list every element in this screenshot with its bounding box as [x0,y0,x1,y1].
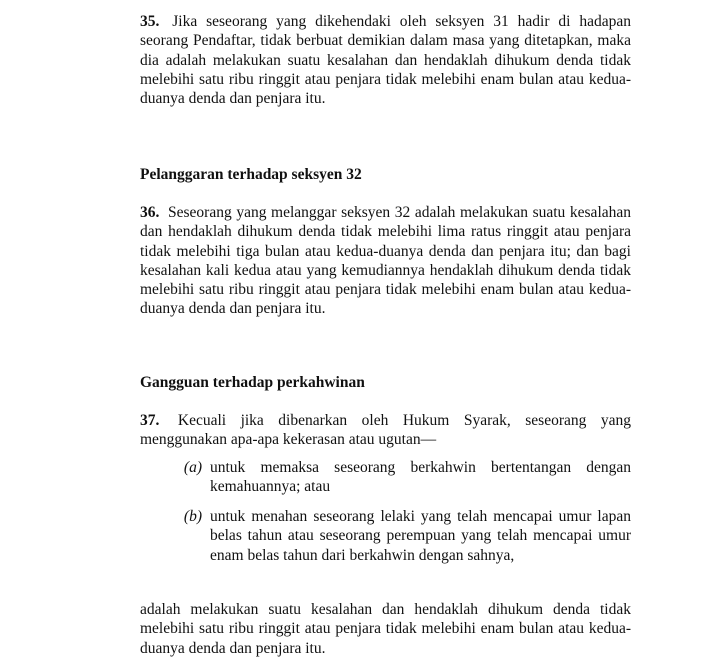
section-35-paragraph [140,12,631,108]
section-36-text: Seseorang yang melanggar seksyen 32 adalah melakukan suatu kesalahan dan hendaklah dihukum denda tidak melebihi lima ratus ringgit atau penjara tidak melebihi tiga bulan atau kedua-duanya denda dan penjara itu; dan bagi kesalahan kali kedua atau yang kemudiannya hendaklah dihukum denda tidak melebihi satu ribu ringgit atau penjara tidak melebihi enam bulan atau kedua-duanya denda dan penjara itu. [140,204,632,318]
section-37-text: Kecuali jika dibenarkan oleh Hukum Syarak, seseorang yang menggunakan apa-apa kekerasan atau ugutan— [140,412,631,449]
section-36-number: 36. [140,204,160,221]
section-37-closing-paragraph: adalah melakukan suatu kesalahan dan hendaklah dihukum denda tidak melebihi satu ribu ringgit atau penjara tidak melebihi enam bulan atau kedua-duanya denda dan penjara itu. [140,601,631,657]
section-37-paragraph [140,411,631,450]
section-37-subclause-a [140,458,631,497]
section-37-number: 37. [140,412,160,429]
section-36-heading: Pelanggaran terhadap seksyen 32 [140,166,362,183]
subclause-a-text: untuk memaksa seseorang berkahwin bertentangan dengan kemahuannya; atau [210,459,631,496]
section-36-paragraph [140,203,631,319]
subclause-b-text: untuk menahan seseorang lelaki yang telah mencapai umur lapan belas tahun atau seseorang perempuan yang telah mencapai umur enam belas tahun dari berkahwin dengan sahnya, [210,508,631,564]
section-35-text: Jika seseorang yang dikehendaki oleh seksyen 31 hadir di hadapan seorang Pendaftar, tidak berbuat demikian dalam masa yang ditetapkan, maka dia adalah melakukan suatu kesalahan dan hendaklah dihukum denda tidak melebihi satu ribu ringgit atau penjara tidak melebihi enam bulan atau kedua-duanya denda dan penjara itu. [140,13,631,108]
section-37-subclause-b [140,507,631,565]
section-37-heading: Gangguan terhadap perkahwinan [140,374,365,391]
section-35-number: 35. [140,13,160,30]
subclause-b-label: (b) [183,508,202,525]
subclause-a-label: (a) [183,459,202,476]
